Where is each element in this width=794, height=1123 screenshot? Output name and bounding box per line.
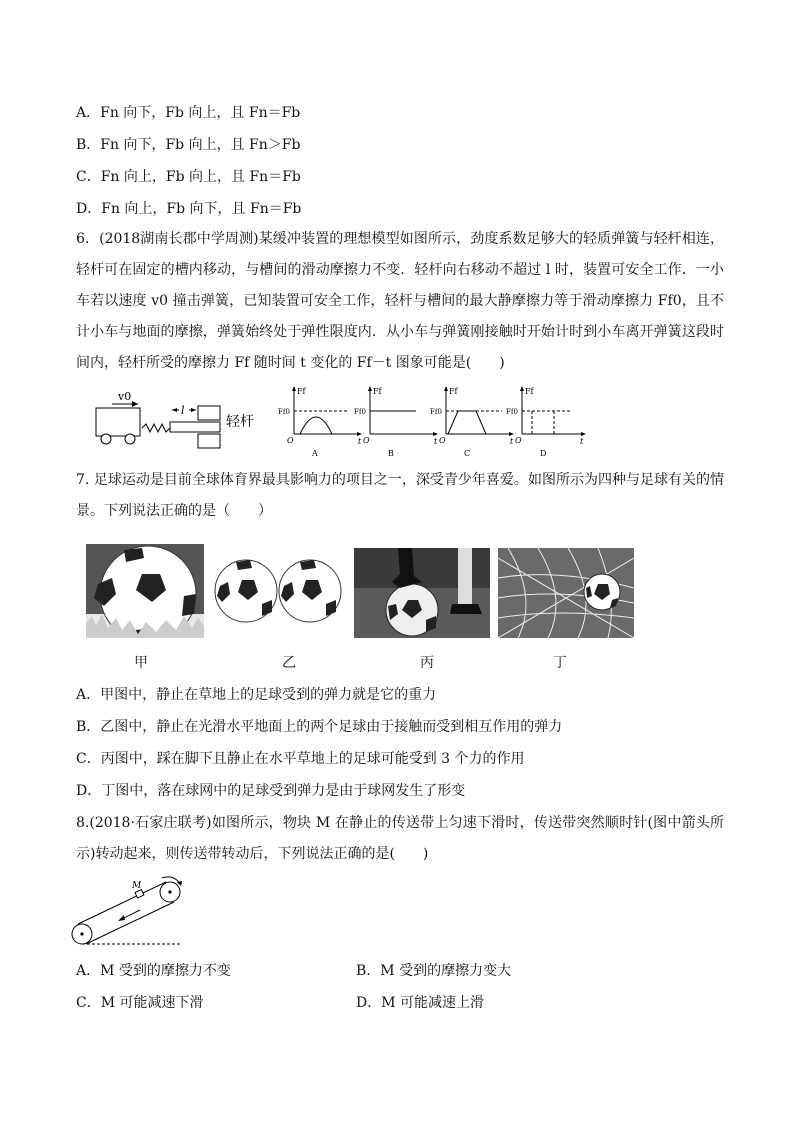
caption-jia: 甲 (134, 655, 148, 671)
slot-top (198, 406, 220, 420)
svg-text:D: D (540, 449, 547, 458)
photo-ding (498, 548, 634, 638)
svg-text:Ff0: Ff0 (278, 408, 290, 416)
q5-option-d: D．Fn 向上，Fb 向下，且 Fn＝Fb (76, 201, 302, 217)
photo-yi (214, 558, 344, 624)
caption-ding: 丁 (553, 655, 567, 671)
graph-b (354, 386, 438, 458)
svg-text:Ff: Ff (297, 387, 306, 396)
l-label: l (181, 404, 185, 417)
v0-label: v0 (118, 390, 132, 403)
photo-bing (354, 548, 490, 638)
svg-text:Ff: Ff (449, 387, 458, 396)
q5-option-a: A．Fn 向下，Fb 向上，且 Fn＝Fb (76, 105, 301, 121)
svg-text:Ff0: Ff0 (354, 408, 366, 416)
q8-option-b: B．M 受到的摩擦力变大 (356, 963, 512, 979)
q7-option-a: A．甲图中，静止在草地上的足球受到的弹力就是它的重力 (76, 687, 437, 703)
caption-bing: 丙 (420, 655, 434, 671)
svg-text:Ff: Ff (525, 387, 534, 396)
svg-text:Ff: Ff (373, 387, 382, 396)
q8-option-c: C．M 可能减速下滑 (76, 995, 204, 1011)
svg-text:C: C (464, 449, 471, 458)
q6-device-figure (88, 388, 268, 450)
q8-text: 8.(2018·石家庄联考)如图所示，物块 M 在静止的传送带上匀速下滑时，传送带突然顺时针(图中箭头所示)转动起来，则传送带转动后，下列说法正确的是( ) (76, 815, 724, 862)
q7-option-c: C．丙图中，踩在脚下且静止在水平草地上的足球可能受到 3 个力的作用 (76, 751, 525, 767)
svg-text:Ff0: Ff0 (506, 408, 518, 416)
svg-text:O: O (287, 436, 294, 445)
q8-option-a: A．M 受到的摩擦力不变 (76, 963, 231, 979)
light-rod (170, 422, 220, 432)
q7-option-b: B．乙图中，静止在光滑水平地面上的两个足球由于接触而受到相互作用的弹力 (76, 719, 563, 735)
velocity-arrowhead (132, 401, 138, 407)
slot-bottom (198, 434, 220, 448)
svg-text:t: t (434, 437, 438, 446)
graph-a (278, 386, 362, 458)
cart-wheel-left (101, 434, 111, 444)
svg-text:t: t (358, 437, 362, 446)
q8-conveyor-figure (70, 874, 186, 948)
cart-body (96, 408, 140, 436)
graph-d (506, 386, 586, 458)
svg-text:t: t (580, 437, 584, 446)
svg-text:t: t (510, 437, 514, 446)
svg-text:O: O (363, 436, 370, 445)
svg-text:A: A (312, 449, 318, 458)
svg-text:B: B (388, 449, 394, 458)
photo-jia (86, 544, 204, 638)
q5-option-b: B．Fn 向下，Fb 向上，且 Fn＞Fb (76, 137, 301, 153)
q7-text: 7. 足球运动是目前全球体育界最具影响力的项目之一，深受青少年喜爱。如图所示为四种与足球有关的情景。下列说法正确的是（ ） (76, 472, 724, 519)
q6-text: 6．(2018湖南长郡中学周测)某缓冲装置的理想模型如图所示，劲度系数足够大的轻质弹簧与轻杆相连，轻杆可在固定的槽内移动，与槽间的滑动摩擦力不变．轻杆向右移动不超过 l 时，装置可安全工作．一小车若以速度 v0 撞击弹簧，已知装置可安全工作，轻杆与槽间的最大静摩擦力等于滑动摩擦力 Ff0，且不计小车与地面的摩擦，弹簧始终处于弹性限度内．从小车与弹簧刚接触时开始计时到小车离开弹簧这段时间内，轻杆所受的摩擦力 Ff 随时间 t 变化的 Ff－t 图象可能是( ) (76, 231, 724, 371)
q7-option-d: D．丁图中，落在球网中的足球受到弹力是由于球网发生了形变 (76, 783, 466, 799)
svg-text:O: O (439, 436, 446, 445)
cart-wheel-right (125, 434, 135, 444)
rod-label: 轻杆 (226, 414, 254, 430)
graph-a-curve (300, 417, 332, 434)
svg-text:Ff0: Ff0 (430, 408, 442, 416)
q5-option-c: C．Fn 向上，Fb 向上，且 Fn＝Fb (76, 169, 301, 185)
q6-graphs (278, 384, 588, 460)
m-label: M (132, 881, 142, 891)
graph-c (430, 386, 514, 458)
caption-yi: 乙 (282, 655, 296, 671)
svg-text:O: O (515, 436, 522, 445)
spring (142, 424, 170, 432)
belt-bottom (86, 902, 174, 944)
q8-option-d: D．M 可能减速上滑 (356, 995, 485, 1011)
graph-c-curve (448, 411, 486, 434)
